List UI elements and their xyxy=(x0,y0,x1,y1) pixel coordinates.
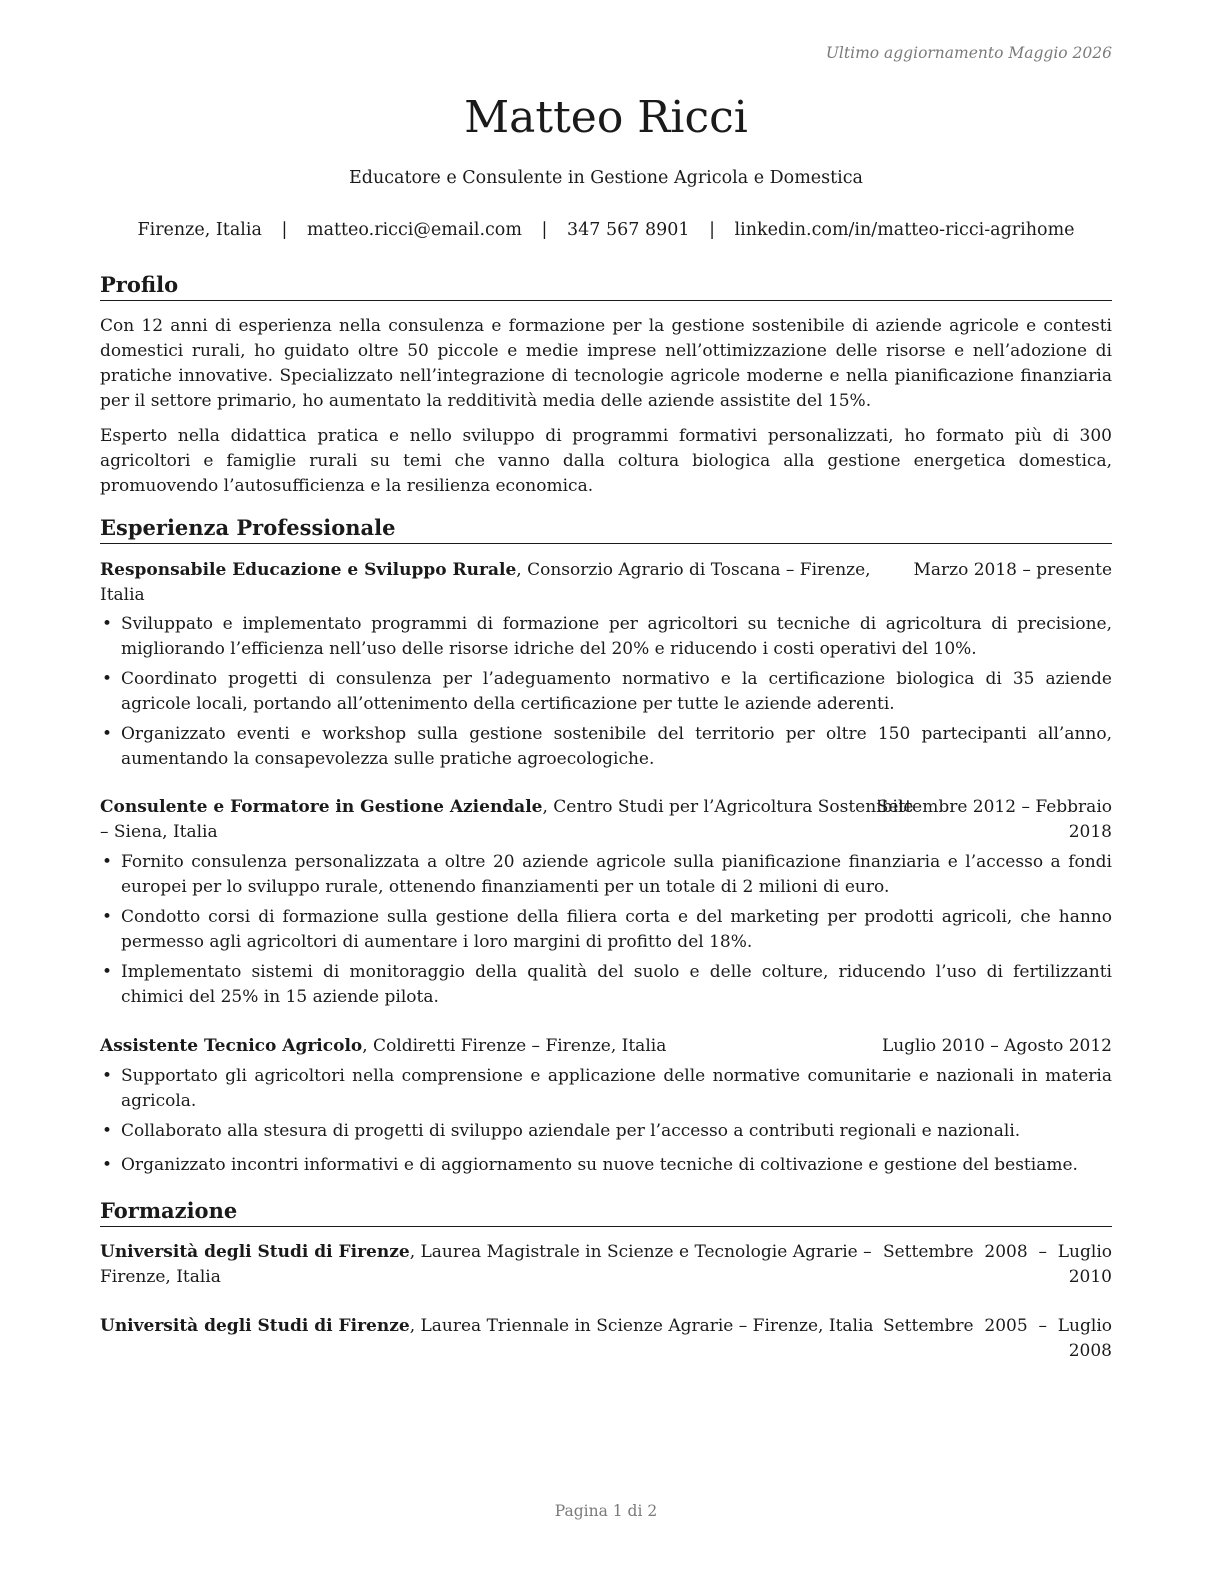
profile-paragraph: Esperto nella didattica pratica e nello sviluppo di programmi formativi personalizzati, ho formato più di 300 agricoltori e famiglie rurali su temi che vanno dalla coltura biologica alla gestione energetica domestica, promuovendo l’autosufficienza e la resilienza economica. xyxy=(100,426,1112,496)
education-dates xyxy=(883,1314,1112,1364)
education-school: Università degli Studi di Firenze xyxy=(100,1316,410,1336)
job-header xyxy=(100,1034,1112,1059)
job-org-line: , Consorzio Agrario di Toscana – Firenze, xyxy=(516,560,871,580)
job-org-line: , Centro Studi per l’Agricoltura Sostenibile xyxy=(542,797,914,817)
education-item xyxy=(100,1240,1112,1290)
list-item: • Coordinato progetti di consulenza per l’adeguamento normativo e la certificazione biologica di 35 aziende agricole locali, portando all’ottenimento della certificazione per tutte le aziende aderenti. xyxy=(100,667,1112,717)
contact-location: Firenze, Italia xyxy=(137,220,262,240)
list-item: • Organizzato incontri informativi e di aggiornamento su nuove tecniche di coltivazione e gestione del bestiame. xyxy=(100,1153,1112,1178)
education-detail-line: , Laurea Magistrale in Scienze e Tecnologie Agrarie – xyxy=(409,1242,872,1262)
job-dates: Luglio 2010 – Agosto 2012 xyxy=(881,1036,1112,1056)
job-org xyxy=(100,1034,666,1059)
job-role: Assistente Tecnico Agricolo xyxy=(100,1036,363,1056)
job-bullets xyxy=(100,1064,1112,1178)
last-updated: Ultimo aggiornamento Maggio 2026 xyxy=(825,44,1112,62)
education-date-line: 2010 xyxy=(1068,1267,1112,1287)
education-detail-line: Firenze, Italia xyxy=(100,1267,221,1287)
education-item xyxy=(100,1314,1112,1364)
education-date-line: Settembre 2008 – Luglio xyxy=(882,1242,1112,1262)
education-dates xyxy=(883,1240,1112,1290)
profile-paragraph: Con 12 anni di esperienza nella consulenza e formazione per la gestione sostenibile di aziende agricole e contesti domestici rurali, ho guidato oltre 50 piccole e medie imprese nell’ottimizzazione delle risorse e nell’adozione di pratiche innovative. Specializzato nell’integrazione di tecnologie agricole moderne e nella pianificazione finanziaria per il settore primario, ho aumentato la redditività media delle aziende assistite del 15%. xyxy=(100,316,1112,411)
contact-line xyxy=(100,220,1112,240)
list-item: • Sviluppato e implementato programmi di formazione per agricoltori su tecniche di agricoltura di precisione, migliorando l’efficienza nell’uso delle risorse idriche del 20% e riducendo i costi operativi del 10%. xyxy=(100,612,1112,662)
resume-page xyxy=(100,0,1112,1584)
list-item: • Collaborato alla stesura di progetti di sviluppo aziendale per l’accesso a contributi regionali e nazionali. xyxy=(100,1119,1112,1144)
list-item: • Condotto corsi di formazione sulla gestione della filiera corta e del marketing per prodotti agricoli, che hanno permesso agli agricoltori di aumentare i loro margini di profitto del 18%. xyxy=(100,905,1112,955)
contact-email[interactable]: matteo.ricci@email.com xyxy=(306,220,522,240)
contact-linkedin[interactable]: linkedin.com/in/matteo-ricci-agrihome xyxy=(734,220,1075,240)
job-org xyxy=(100,558,871,608)
job-date-line: Settembre 2012 – Febbraio xyxy=(876,797,1112,817)
list-item: • Fornito consulenza personalizzata a oltre 20 aziende agricole sulla pianificazione finanziaria e l’accesso a fondi europei per lo sviluppo rurale, ottenendo finanziamenti per un totale di 2 milioni di euro. xyxy=(100,850,1112,900)
contact-separator: | xyxy=(281,220,288,240)
education-detail xyxy=(100,1314,874,1339)
job-org-line: – Siena, Italia xyxy=(100,822,218,842)
job-role: Consulente e Formatore in Gestione Aziendale xyxy=(100,797,543,817)
education-date-line: 2008 xyxy=(1068,1341,1112,1361)
job-date-line: 2018 xyxy=(1068,822,1112,842)
job-header xyxy=(100,795,1112,845)
contact-separator: | xyxy=(541,220,548,240)
list-item: • Implementato sistemi di monitoraggio della qualità del suolo e delle colture, riducendo l’uso di fertilizzanti chimici del 25% in 15 aziende pilota. xyxy=(100,960,1112,1010)
education-school: Università degli Studi di Firenze xyxy=(100,1242,410,1262)
job-dates xyxy=(877,795,1112,845)
job-dates: Marzo 2018 – presente xyxy=(913,560,1112,580)
section-title-profile: Profilo xyxy=(100,271,1112,301)
job-role: Responsabile Educazione e Sviluppo Rurale xyxy=(100,560,517,580)
page-number: Pagina 1 di 2 xyxy=(554,1502,658,1520)
job-bullets xyxy=(100,612,1112,772)
section-title-education: Formazione xyxy=(100,1197,1112,1227)
education-detail-line: , Laurea Triennale in Scienze Agrarie – Firenze, Italia xyxy=(409,1316,874,1336)
education-detail xyxy=(100,1240,872,1290)
job-org xyxy=(100,795,913,845)
candidate-name: Matteo Ricci xyxy=(464,92,748,143)
list-item: • Supportato gli agricoltori nella comprensione e applicazione delle normative comunitarie e nazionali in materia agricola. xyxy=(100,1064,1112,1114)
list-item: • Organizzato eventi e workshop sulla gestione sostenibile del territorio per oltre 150 partecipanti all’anno, aumentando la consapevolezza sulle pratiche agroecologiche. xyxy=(100,722,1112,772)
section-title-experience: Esperienza Professionale xyxy=(100,514,1112,544)
job-org-line: Italia xyxy=(100,585,145,605)
contact-separator: | xyxy=(709,220,715,240)
job-org-line: , Coldiretti Firenze – Firenze, Italia xyxy=(362,1036,667,1056)
job-bullets xyxy=(100,850,1112,1010)
candidate-subtitle: Educatore e Consulente in Gestione Agricola e Domestica xyxy=(349,168,863,188)
education-date-line: Settembre 2005 – Luglio xyxy=(882,1316,1112,1336)
contact-phone[interactable]: 347 567 8901 xyxy=(567,220,690,240)
job-header xyxy=(100,558,1112,608)
